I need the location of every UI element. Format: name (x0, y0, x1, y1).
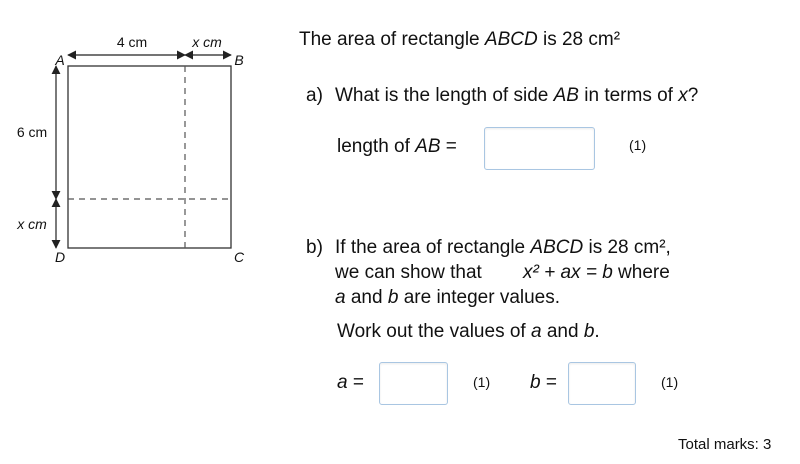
vertex-b: B (234, 52, 244, 68)
label-top-x: x cm (192, 34, 222, 50)
b-label: b (530, 372, 541, 393)
intro-suffix: is 28 cm² (537, 29, 621, 50)
part-a-q-side: AB (553, 85, 579, 106)
part-a-q-prefix: What is the length of side (335, 85, 554, 106)
part-b-line2-suffix: where (612, 262, 670, 283)
part-b-line2 (335, 262, 482, 284)
b-value-input[interactable] (568, 362, 636, 405)
part-b-instruction (337, 321, 600, 343)
intro-text (299, 29, 620, 51)
part-b-line3-and: and (345, 287, 388, 308)
instruction-a: a (530, 321, 542, 342)
b-answer-label (530, 372, 557, 394)
a-marks: (1) (473, 374, 491, 390)
instruction-end: . (594, 321, 600, 342)
intro-prefix: The area of rectangle (299, 29, 485, 50)
part-b-number: b) (306, 237, 323, 258)
b-eq: = (540, 372, 557, 393)
length-ab-input[interactable] (484, 127, 595, 170)
part-a-number: a) (306, 85, 323, 106)
label-left-6cm: 6 cm (16, 124, 48, 140)
part-b-line1 (335, 237, 671, 259)
vertex-d: D (54, 249, 66, 265)
intro-shape: ABCD (484, 29, 538, 50)
total-marks: Total marks: 3 (678, 436, 772, 453)
part-b-line1-prefix: If the area of rectangle (335, 237, 531, 258)
answer-label-side: AB (415, 136, 441, 157)
part-b-line3-a: a (335, 287, 346, 308)
b-marks: (1) (661, 374, 679, 390)
instruction-prefix: Work out the values of (337, 321, 531, 342)
part-b-line3-b: b (387, 287, 399, 308)
rectangle-abcd (68, 66, 231, 248)
part-b-line2-prefix: we can show that (335, 262, 482, 283)
a-answer-label (337, 372, 364, 394)
a-label: a (337, 372, 348, 393)
a-eq: = (347, 372, 364, 393)
answer-label-prefix: length of (337, 136, 416, 157)
part-a-q-mid: in terms of (578, 85, 679, 106)
label-left-x: x cm (17, 216, 47, 232)
part-b-line1-shape: ABCD (530, 237, 584, 258)
instruction-and: and (541, 321, 584, 342)
a-value-input[interactable] (379, 362, 448, 405)
rectangle-diagram (0, 0, 300, 290)
part-b-equation-lhs: x² + ax = b (523, 262, 613, 283)
part-a-marks: (1) (629, 137, 647, 153)
part-a-q-end: ? (687, 85, 699, 106)
part-b-equation (523, 262, 670, 284)
part-b-line3-suffix: are integer values. (398, 287, 561, 308)
part-b-line3 (335, 287, 560, 309)
part-a-q-var: x (678, 85, 688, 106)
label-top-4cm: 4 cm (116, 34, 148, 50)
part-a-question (335, 85, 698, 107)
part-b-line1-suffix: is 28 cm², (583, 237, 671, 258)
answer-label-eq: = (440, 136, 457, 157)
part-a-answer-label (337, 136, 457, 158)
vertex-c: C (233, 249, 245, 265)
vertex-a: A (55, 52, 65, 68)
instruction-b: b (583, 321, 595, 342)
